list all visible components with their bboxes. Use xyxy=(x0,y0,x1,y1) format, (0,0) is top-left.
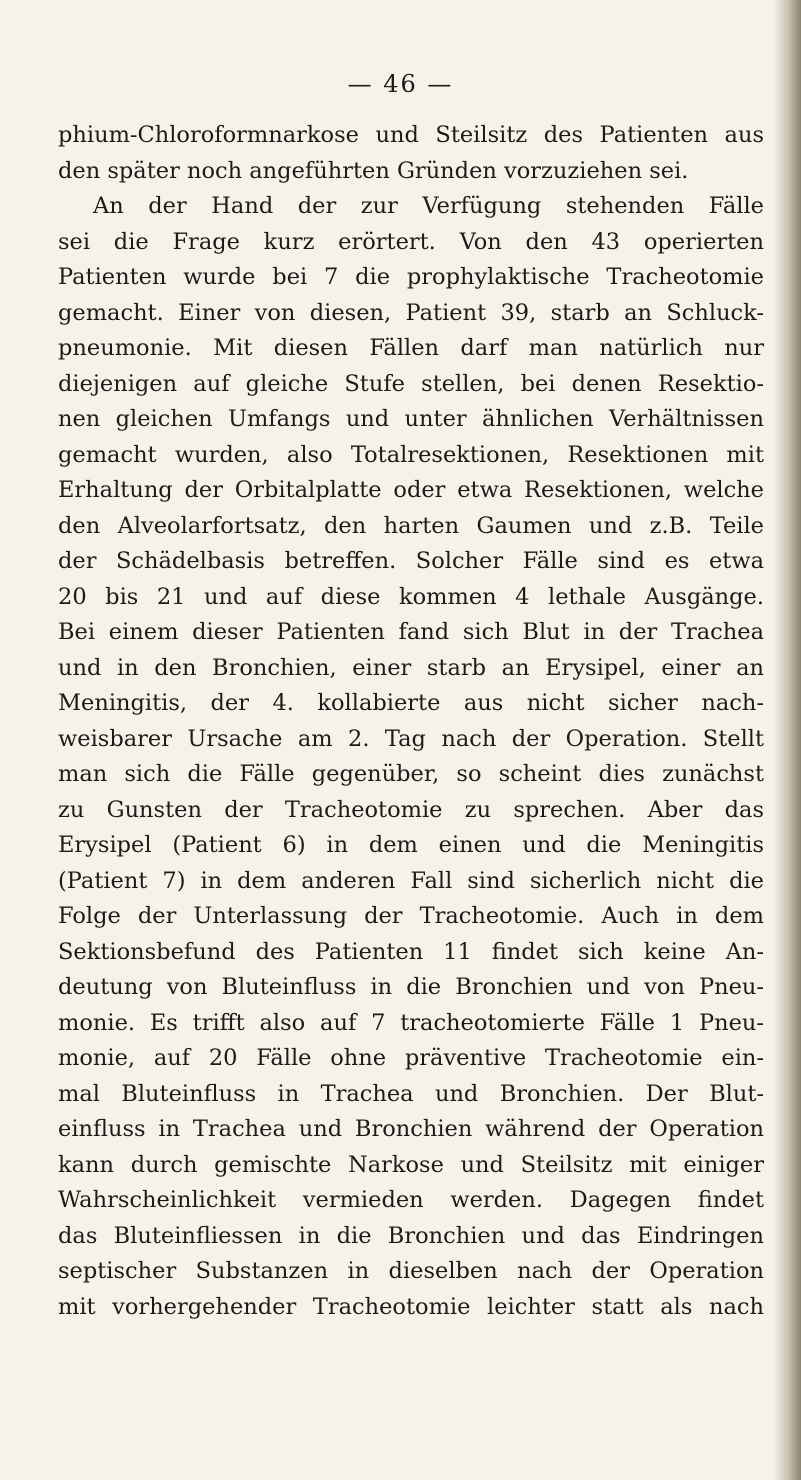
text-line: gemacht. Einer von diesen, Patient 39, starb an Schluck- xyxy=(58,299,764,326)
text-line: Erysipel (Patient 6) in dem einen und die Meningitis xyxy=(58,832,764,858)
text-line: Patienten wurde bei 7 die prophylaktische Tracheotomie xyxy=(58,264,764,290)
text-line: kann durch gemischte Narkose und Steilsitz mit einiger xyxy=(58,1151,764,1178)
text-line: mit vorhergehender Tracheotomie leichter statt als nach xyxy=(58,1293,764,1320)
text-line: Sektionsbefund des Patienten 11 findet sich keine An- xyxy=(58,938,764,965)
text-line: monie. Es trifft also auf 7 tracheotomierte Fälle 1 Pneu- xyxy=(58,1009,764,1036)
text-line: monie, auf 20 Fälle ohne präventive Tracheotomie ein- xyxy=(58,1045,764,1071)
text-line: der Schädelbasis betreffen. Solcher Fälle sind es etwa xyxy=(58,548,764,574)
text-line: und in den Bronchien, einer starb an Erysipel, einer an xyxy=(58,654,764,681)
text-line: Folge der Unterlassung der Tracheotomie. Auch in dem xyxy=(58,903,764,929)
text-line: den Alveolarfortsatz, den harten Gaumen und z.B. Teile xyxy=(58,512,764,539)
text-line: diejenigen auf gleiche Stufe stellen, bei denen Resektio- xyxy=(58,370,764,397)
text-line: weisbarer Ursache am 2. Tag nach der Operation. Stellt xyxy=(58,725,764,752)
text-line: einfluss in Trachea und Bronchien während der Operation xyxy=(58,1116,764,1142)
text-line: nen gleichen Umfangs und unter ähnlichen Verhältnissen xyxy=(58,406,764,432)
text-line: gemacht wurden, also Totalresektionen, Resektionen mit xyxy=(58,441,764,468)
text-line: septischer Substanzen in dieselben nach der Operation xyxy=(58,1258,764,1284)
text-line: man sich die Fälle gegenüber, so scheint dies zunächst xyxy=(58,761,764,787)
text-line: deutung von Bluteinfluss in die Bronchien und von Pneu- xyxy=(58,974,764,1000)
text-line: das Bluteinfliessen in die Bronchien und das Eindringen xyxy=(58,1222,764,1249)
text-line: Bei einem dieser Patienten fand sich Blut in der Trachea xyxy=(58,619,764,645)
page-number-header: — 46 — xyxy=(347,70,454,98)
text-line: den später noch angeführten Gründen vorzuziehen sei. xyxy=(58,157,689,184)
text-line: phium-Chloroformnarkose und Steilsitz des Patienten aus xyxy=(58,122,764,148)
text-line: An der Hand der zur Verfügung stehenden Fälle xyxy=(93,193,764,219)
page-edge-shadow xyxy=(773,0,801,1480)
text-line: (Patient 7) in dem anderen Fall sind sicherlich nicht die xyxy=(58,867,764,894)
text-line: Erhaltung der Orbitalplatte oder etwa Resektionen, welche xyxy=(58,477,764,503)
text-line: Meningitis, der 4. kollabierte aus nicht sicher nach- xyxy=(58,690,764,716)
text-line: mal Bluteinfluss in Trachea und Bronchien. Der Blut- xyxy=(58,1080,764,1107)
text-line: pneumonie. Mit diesen Fällen darf man natürlich nur xyxy=(58,335,764,361)
text-line: Wahrscheinlichkeit vermieden werden. Dagegen findet xyxy=(58,1187,764,1213)
body-text xyxy=(58,118,764,1325)
text-line: sei die Frage kurz erörtert. Von den 43 operierten xyxy=(58,228,764,255)
text-line: 20 bis 21 und auf diese kommen 4 lethale Ausgänge. xyxy=(58,583,764,610)
text-line: zu Gunsten der Tracheotomie zu sprechen. Aber das xyxy=(58,796,764,823)
